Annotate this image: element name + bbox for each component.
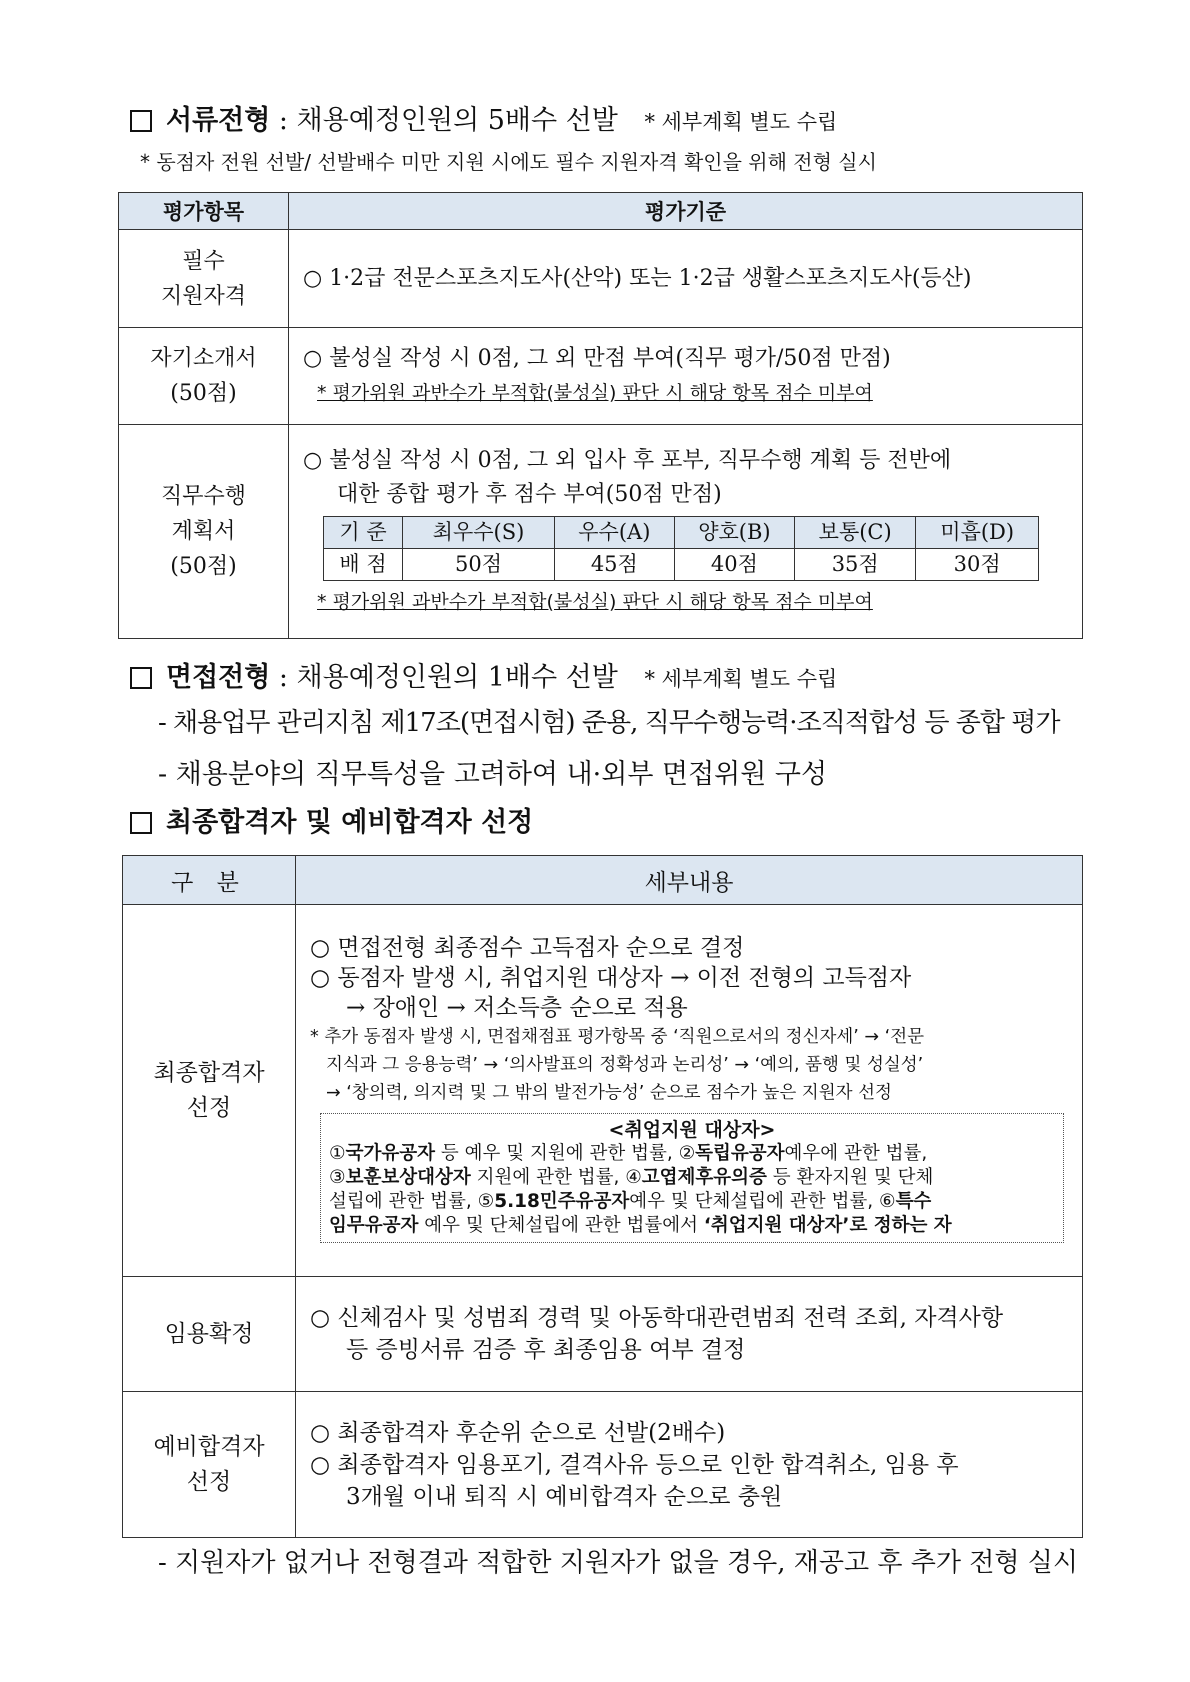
table-row xyxy=(123,1392,1083,1538)
interview-desc: : 채용예정인원의 1배수 선발 xyxy=(278,662,618,693)
box-bold-text: 보훈보상대상자 xyxy=(345,1166,471,1188)
row-label-line: 계획서 xyxy=(171,519,236,544)
box-line xyxy=(329,1214,1055,1238)
row-label-line: 자기소개서 xyxy=(150,346,257,371)
row-content xyxy=(296,1277,1083,1392)
bullet-text: 3개월 이내 퇴직 시 예비합격자 순으로 충원 xyxy=(346,1483,783,1510)
bullet-text: ○ 1·2급 전문스포츠지도사(산악) 또는 1·2급 생활스포츠지도사(등산) xyxy=(303,265,972,291)
row-label-line: 필수 xyxy=(182,248,225,274)
final-table xyxy=(122,855,1083,1538)
table-row xyxy=(119,328,1083,425)
box-bold-text: 임무유공자 xyxy=(329,1214,419,1236)
table-row xyxy=(119,425,1083,639)
row-content xyxy=(289,328,1083,425)
note-text: * 추가 동점자 발생 시, 면접채점표 평가항목 중 ‘직원으로서의 정신자세’ → ‘전문 xyxy=(310,1026,925,1047)
checkbox-icon xyxy=(130,110,152,132)
box-text: 지원에 관한 법률, ④ xyxy=(470,1166,642,1188)
col-header-details: 세부내용 xyxy=(296,856,1083,905)
row-content xyxy=(289,230,1083,328)
box-bold-text: 국가유공자 xyxy=(345,1142,435,1164)
doc-screening-note: * 세부계획 별도 수립 xyxy=(644,110,838,134)
interview-heading-line xyxy=(130,655,837,694)
col-header-category: 구 분 xyxy=(123,856,296,905)
doc-screening-desc: : 채용예정인원의 5배수 선발 xyxy=(278,105,618,136)
checkbox-icon xyxy=(130,812,152,834)
row-label-line: (50점) xyxy=(170,554,237,579)
box-text: 예우 및 단체설립에 관한 법률에서 xyxy=(418,1214,704,1236)
note-text: 지식과 그 응용능력’ → ‘의사발표의 정확성과 논리성’ → ‘예의, 품행 및 성실성’ xyxy=(326,1054,924,1075)
row-label xyxy=(119,425,289,639)
row-content xyxy=(296,905,1083,1277)
col-header-item: 평가항목 xyxy=(119,193,289,230)
row-label xyxy=(123,905,296,1277)
row-label xyxy=(119,230,289,328)
score-header-cell: 보통(C) xyxy=(795,517,916,549)
row-label-line: 직무수행 xyxy=(160,484,246,509)
score-cell: 50점 xyxy=(403,549,555,581)
box-text: 예우에 관한 법률, xyxy=(784,1142,928,1164)
score-value-row xyxy=(324,549,1039,581)
interview-line-1: - 채용업무 관리지침 제17조(면접시험) 준용, 직무수행능력·조직적합성 등 종합 평가 xyxy=(158,708,1060,738)
note-text: * 평가위원 과반수가 부적합(불성실) 판단 시 해당 항목 점수 미부여 xyxy=(317,382,873,404)
interview-title: 면접전형 xyxy=(166,662,271,693)
interview-line-2: - 채용분야의 직무특성을 고려하여 내·외부 면접위원 구성 xyxy=(158,759,828,790)
box-bold-text: ‘취업지원 대상자’로 정하는 자 xyxy=(703,1214,952,1236)
score-header-cell: 미흡(D) xyxy=(916,517,1039,549)
employment-support-box xyxy=(320,1113,1064,1243)
bullet-text: 대한 종합 평가 후 점수 부여(50점 만점) xyxy=(337,482,722,507)
table-row xyxy=(123,905,1083,1277)
row-label-line: (50점) xyxy=(170,381,237,406)
box-bold-text: 고엽제후유의증 xyxy=(641,1166,767,1188)
box-line xyxy=(329,1190,1055,1214)
bullet-text: ○ 동점자 발생 시, 취업지원 대상자 → 이전 전형의 고득점자 xyxy=(310,964,912,991)
bullet-text: ○ 면접전형 최종점수 고득점자 순으로 결정 xyxy=(310,934,745,961)
bullet-text: 등 증빙서류 검증 후 최종임용 여부 결정 xyxy=(346,1337,746,1363)
row-label-line: 최종합격자 xyxy=(153,1059,265,1086)
score-cell: 배 점 xyxy=(324,549,403,581)
box-bold-text: 특수 xyxy=(895,1190,932,1212)
row-label xyxy=(119,328,289,425)
doc-screening-subnote: * 동점자 전원 선발/ 선발배수 미만 지원 시에도 필수 지원자격 확인을 위해 전형 실시 xyxy=(140,150,877,174)
score-header-row xyxy=(324,517,1039,549)
box-text: 예우 및 단체설립에 관한 법률, ⑥ xyxy=(629,1190,896,1212)
final-heading-line xyxy=(130,800,533,839)
box-text: ③ xyxy=(329,1166,346,1188)
bullet-text: ○ 최종합격자 후순위 순으로 선발(2배수) xyxy=(310,1419,726,1446)
table-row xyxy=(119,230,1083,328)
box-text: 등 예우 및 지원에 관한 법률, ② xyxy=(434,1142,696,1164)
doc-screening-title: 서류전형 xyxy=(166,105,271,136)
bullet-text: ○ 불성실 작성 시 0점, 그 외 만점 부여(직무 평가/50점 만점) xyxy=(303,346,891,371)
row-label-line: 지원자격 xyxy=(160,283,246,309)
score-header-cell: 양호(B) xyxy=(674,517,794,549)
doc-screening-heading-line xyxy=(130,98,837,137)
box-text: 설립에 관한 법률, ⑤ xyxy=(329,1190,495,1212)
final-title: 최종합격자 및 예비합격자 선정 xyxy=(166,807,534,838)
note-text: → ‘창의력, 의지력 및 그 밖의 발전가능성’ 순으로 점수가 높은 지원자 선정 xyxy=(326,1082,892,1103)
box-title: <취업지원 대상자> xyxy=(608,1118,776,1141)
row-label xyxy=(123,1392,296,1538)
bullet-text: ○ 신체검사 및 성범죄 경력 및 아동학대관련범죄 전력 조회, 자격사항 xyxy=(310,1305,1004,1331)
row-label: 임용확정 xyxy=(123,1277,296,1392)
score-cell: 40점 xyxy=(674,549,794,581)
interview-note: * 세부계획 별도 수립 xyxy=(644,667,838,691)
doc-screening-table xyxy=(118,192,1083,639)
table-row xyxy=(123,1277,1083,1392)
box-text: ① xyxy=(329,1142,346,1164)
box-line xyxy=(329,1166,1055,1190)
score-header-cell: 우수(A) xyxy=(554,517,674,549)
score-cell: 45점 xyxy=(554,549,674,581)
box-line xyxy=(329,1142,1055,1166)
row-label-line: 선정 xyxy=(186,1094,232,1121)
score-table xyxy=(323,516,1039,581)
score-header-cell: 기 준 xyxy=(324,517,403,549)
box-text: 등 환자지원 및 단체 xyxy=(766,1166,934,1188)
bullet-text: ○ 불성실 작성 시 0점, 그 외 입사 후 포부, 직무수행 계획 등 전반에 xyxy=(303,448,952,473)
checkbox-icon xyxy=(130,667,152,689)
row-label-line: 예비합격자 xyxy=(153,1433,265,1460)
box-bold-text: 5.18민주유공자 xyxy=(494,1190,630,1212)
row-label-line: 선정 xyxy=(186,1468,232,1495)
row-content xyxy=(296,1392,1083,1538)
row-content xyxy=(289,425,1083,639)
score-header-cell: 최우수(S) xyxy=(403,517,555,549)
bullet-text: → 장애인 → 저소득층 순으로 적용 xyxy=(346,994,688,1021)
col-header-criteria: 평가기준 xyxy=(289,193,1083,230)
score-cell: 30점 xyxy=(916,549,1039,581)
box-bold-text: 독립유공자 xyxy=(695,1142,785,1164)
score-cell: 35점 xyxy=(795,549,916,581)
footer-line: - 지원자가 없거나 전형결과 적합한 지원자가 없을 경우, 재공고 후 추가 전형 실시 xyxy=(158,1548,1078,1578)
bullet-text: ○ 최종합격자 임용포기, 결격사유 등으로 인한 합격취소, 임용 후 xyxy=(310,1451,959,1478)
note-text: * 평가위원 과반수가 부적합(불성실) 판단 시 해당 항목 점수 미부여 xyxy=(317,591,873,613)
